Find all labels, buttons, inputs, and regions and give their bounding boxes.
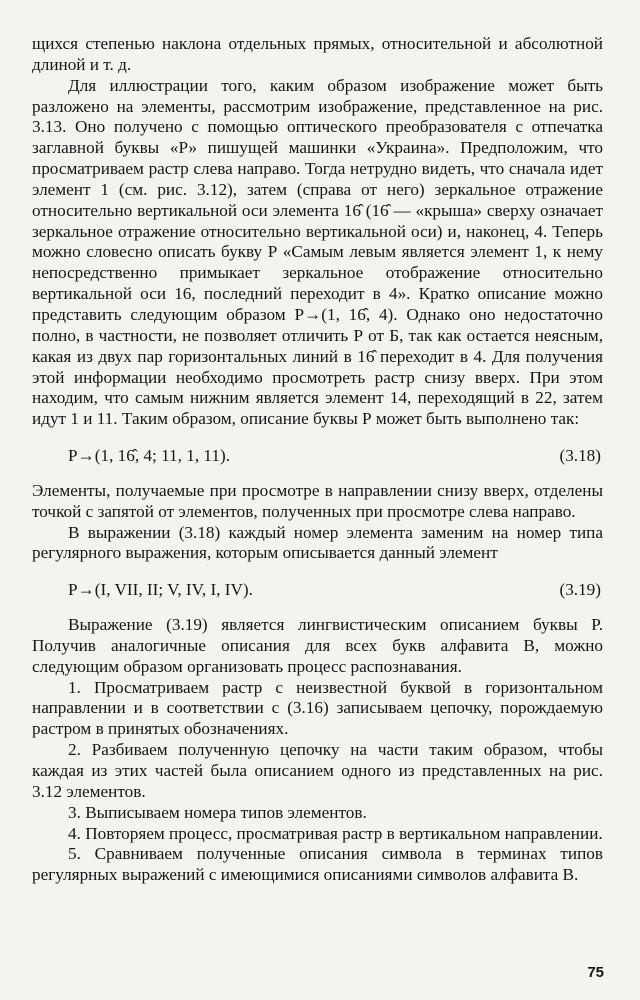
paragraph: щихся степенью наклона отдельных прямых, относительной и абсолютной длиной и т. д. (32, 34, 603, 74)
equation-3-18 (32, 446, 603, 467)
equation-number: (3.19) (559, 580, 601, 600)
paragraph: В выражении (3.18) каждый номер элемента заменим на номер типа регулярного выражения, которым описывается данный элемент (32, 522, 603, 563)
paragraph: Выражение (3.19) является лингвистическим описанием буквы Р. Получив аналогичные описания для всех букв алфавита В, можно следующим образом организовать процесс распознавания. (32, 615, 603, 676)
paragraph: Элементы, получаемые при просмотре в направлении снизу вверх, отделены точкой с запятой от элементов, полученных при просмотре слева направо. (32, 480, 603, 521)
equation-number: (3.18) (559, 446, 601, 466)
page-body (32, 34, 603, 886)
list-item: 5. Сравниваем полученные описания символа в терминах типов регулярных выражений с имеющимися описаниями символов алфавита В. (32, 844, 603, 885)
list-item: 1. Просматриваем растр с неизвестной буквой в горизонтальном направлении и в соответствии с (3.16) записываем цепочку, порождаемую растром в принятых обозначениях. (32, 677, 603, 739)
page-number: 75 (587, 964, 604, 981)
equation-3-19 (32, 580, 603, 601)
list-item: 2. Разбиваем полученную цепочку на части таким образом, чтобы каждая из этих частей была описанием одного из представленных на рис. 3.12 элементов. (32, 740, 603, 801)
paragraph: Для иллюстрации того, каким образом изображение может быть разложено на элементы, рассмотрим изображение, представленное на рис. 3.13. Оно получено с помощью оптического преобразователя с отпечатка заглавной буквы «Р» пишущей машинки «Украина». Предположим, что просматриваем растр слева направо. Тогда нетрудно видеть, что сначала идет элемент 1 (см. рис. 3.12), затем (справа от него) зеркальное отражение относительно вертикальной оси элемента 16̂ (16̂ — «крыша» сверху означает зеркальное отражение относительно вертикальной оси) и, наконец, 4. Теперь можно словесно описать букву Р «Самым левым является элемент 1, к нему непосредственно примыкает зеркальное отображение относительно вертикальной оси 16, последний переходит в 4». Кратко описание можно представить следующим образом Р→(1, 16̂, 4). Однако оно недостаточно полно, в частности, не позволяет отличить Р от Б, так как остается неясным, какая из двух пар горизонтальных линий в 16̂ переходит в 4. Для получения этой информации необходимо просмотреть растр снизу вверх. При этом находим, что самым нижним является элемент 14, переходящий в 22, затем идут 1 и 11. Таким образом, описание буквы Р может быть выполнено так: (32, 75, 603, 429)
equation-expression: Р→(I, VII, II; V, IV, I, IV). (68, 580, 253, 600)
list-item: 4. Повторяем процесс, просматривая растр в вертикальном направлении. (68, 823, 603, 843)
list-item: 3. Выписываем номера типов элементов. (68, 802, 367, 822)
equation-expression: Р→(1, 16̂, 4; 11, 1, 11). (68, 446, 231, 466)
